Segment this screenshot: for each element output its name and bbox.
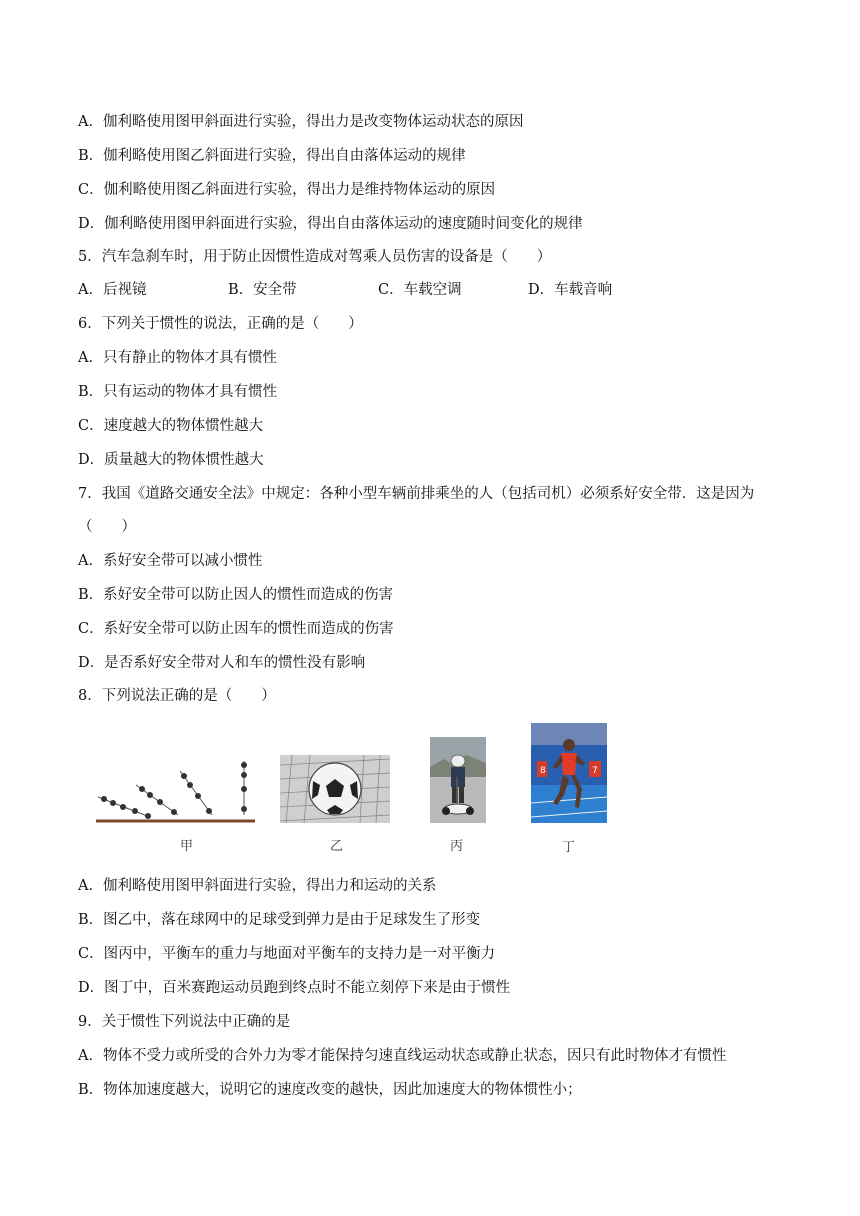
q8-stem: 8．下列说法正确的是（ ） [78,688,276,704]
q4-option-c: C．伽利略使用图乙斜面进行实验，得出力是维持物体运动的原因 [78,182,496,198]
q7-option-d: D．是否系好安全带对人和车的惯性没有影响 [78,655,366,671]
q8-option-a: A．伽利略使用图甲斜面进行实验，得出力和运动的关系 [78,878,437,894]
q6-option-b: B．只有运动的物体才具有惯性 [78,384,278,400]
bib-number-right: 7 [592,766,598,776]
q8-figure [90,715,630,855]
q4-option-d: D．伽利略使用图甲斜面进行实验，得出自由落体运动的速度随时间变化的规律 [78,216,583,232]
q7-option-b: B．系好安全带可以防止因人的惯性而造成的伤害 [78,587,394,603]
q9-stem: 9．关于惯性下列说法中正确的是 [78,1014,291,1030]
q7-stem-continued: （ ） [78,519,136,535]
caption-jia: 甲 [180,839,194,854]
caption-yi: 乙 [330,839,344,854]
q7-stem: 7．我国《道路交通安全法》中规定：各种小型车辆前排乘坐的人（包括司机）必须系好安全带．这是因为 [78,486,755,502]
figure-bing-balance-scooter [430,737,486,854]
q5-option-c: C．车载空调 [378,282,462,298]
q6-stem: 6．下列关于惯性的说法，正确的是（ ） [78,316,363,332]
q4-option-a: A．伽利略使用图甲斜面进行实验，得出力是改变物体运动状态的原因 [78,114,524,130]
q6-option-a: A．只有静止的物体才具有惯性 [78,350,277,366]
figure-jia-inclined-planes [90,745,260,854]
q6-option-d: D．质量越大的物体惯性越大 [78,452,264,468]
figure-ding-sprinter [531,723,607,855]
caption-bing: 丙 [450,839,464,854]
caption-ding: 丁 [562,840,576,855]
q9-option-a: A．物体不受力或所受的合外力为零才能保持匀速直线运动状态或静止状态，因只有此时物体才有惯性 [78,1048,727,1064]
q7-option-a: A．系好安全带可以减小惯性 [78,553,263,569]
q4-option-b: B．伽利略使用图乙斜面进行实验，得出自由落体运动的规律 [78,148,466,164]
q5-option-b: B．安全带 [228,282,297,298]
q5-option-d: D．车载音响 [528,282,613,298]
q7-option-c: C．系好安全带可以防止因车的惯性而造成的伤害 [78,621,394,637]
q5-options [78,280,778,300]
q6-option-c: C．速度越大的物体惯性越大 [78,418,264,434]
figure-yi-soccer-ball-in-net [280,755,390,854]
q5-option-a: A．后视镜 [78,282,147,298]
q8-option-d: D．图丁中，百米赛跑运动员跑到终点时不能立刻停下来是由于惯性 [78,980,511,996]
bib-number-left: 8 [540,766,546,776]
q8-option-b: B．图乙中，落在球网中的足球受到弹力是由于足球发生了形变 [78,912,481,928]
q8-option-c: C．图丙中，平衡车的重力与地面对平衡车的支持力是一对平衡力 [78,946,496,962]
q5-stem: 5．汽车急刹车时，用于防止因惯性造成对驾乘人员伤害的设备是（ ） [78,249,552,265]
q9-option-b: B．物体加速度越大，说明它的速度改变的越快，因此加速度大的物体惯性小； [78,1082,582,1098]
